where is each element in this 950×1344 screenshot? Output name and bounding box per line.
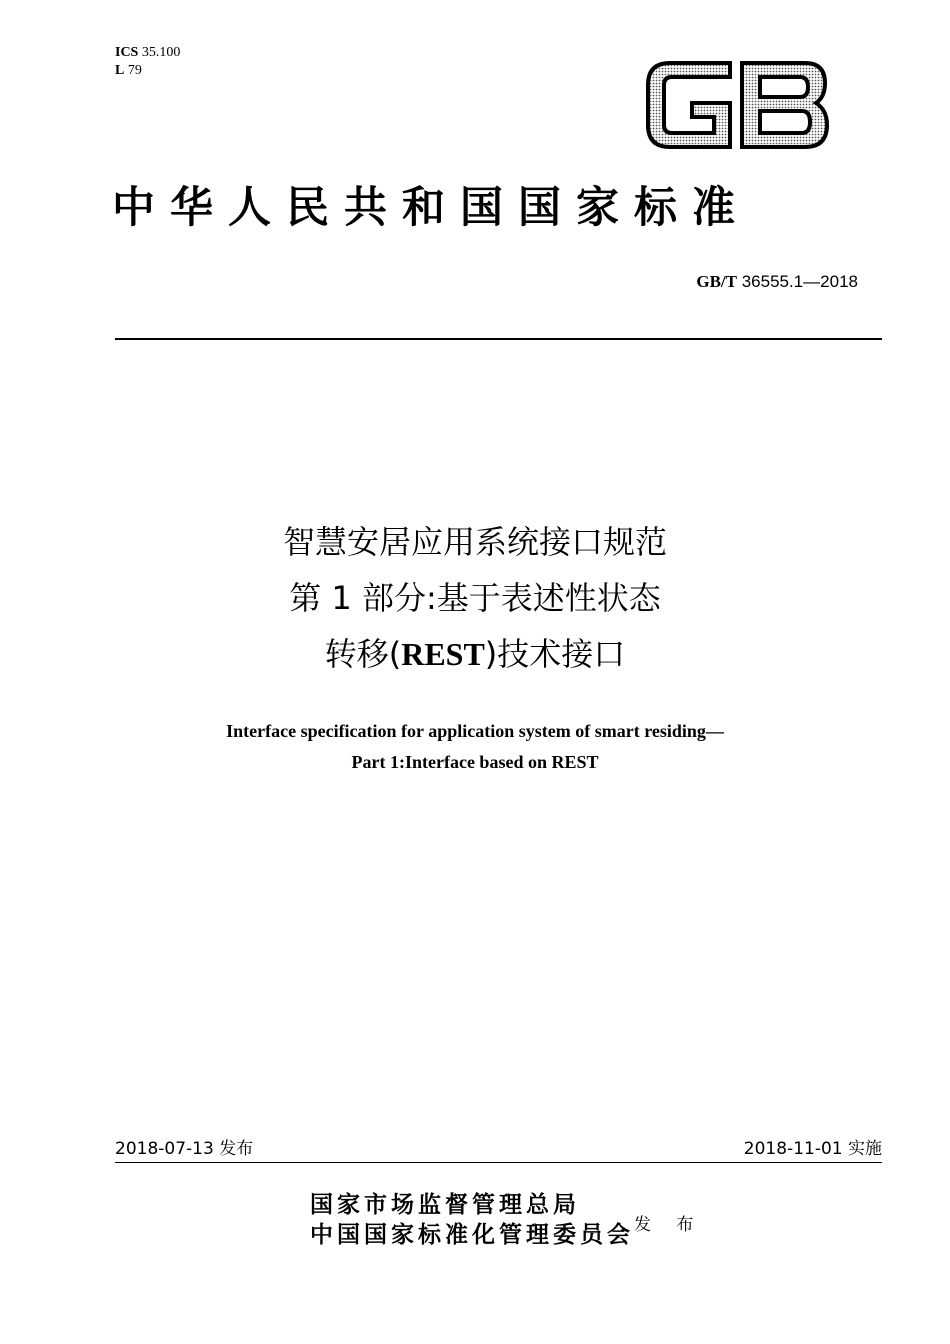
issue-label: 发 布 (634, 1215, 704, 1235)
english-title-line-2: Part 1:Interface based on REST (351, 752, 599, 772)
gb-logo (640, 55, 835, 155)
standard-type-heading: 中华人民共和国国家标准 (112, 183, 750, 233)
standard-code-prefix: GB/T (696, 272, 737, 291)
bottom-divider (115, 1162, 882, 1163)
standard-code-number: 36555.1—2018 (741, 272, 858, 291)
chinese-title (0, 514, 950, 682)
classification-codes (115, 44, 180, 80)
issuer-line-1: 国家市场监督管理总局 (310, 1191, 580, 1218)
issue-date: 2018-07-13 发布 (115, 1139, 254, 1159)
ics-code: 35.100 (141, 45, 181, 60)
chinese-title-line-3-suffix: )技术接口 (484, 635, 626, 673)
ics-label: ICS (115, 45, 139, 60)
issuing-authorities (310, 1190, 634, 1250)
implementation-date: 2018-11-01 实施 (743, 1139, 882, 1159)
chinese-title-line-2: 第 1 部分:基于表述性状态 (289, 579, 661, 617)
ccs-label: L (115, 63, 125, 78)
ics-line (115, 44, 180, 62)
issuer-line-2: 中国国家标准化管理委员会 (310, 1221, 634, 1248)
standard-code (696, 272, 858, 292)
logo-text: GB (640, 55, 642, 56)
chinese-title-line-3-prefix: 转移( (324, 635, 402, 673)
chinese-title-line-3-latin: REST (401, 636, 485, 672)
english-title (0, 716, 950, 778)
top-divider (115, 338, 882, 340)
english-title-line-1: Interface specification for application system of smart residing— (226, 721, 724, 741)
ccs-code: 79 (127, 63, 142, 78)
chinese-title-line-1: 智慧安居应用系统接口规范 (282, 523, 667, 561)
chinese-title-line-3 (0, 626, 950, 682)
ccs-line (115, 62, 180, 80)
